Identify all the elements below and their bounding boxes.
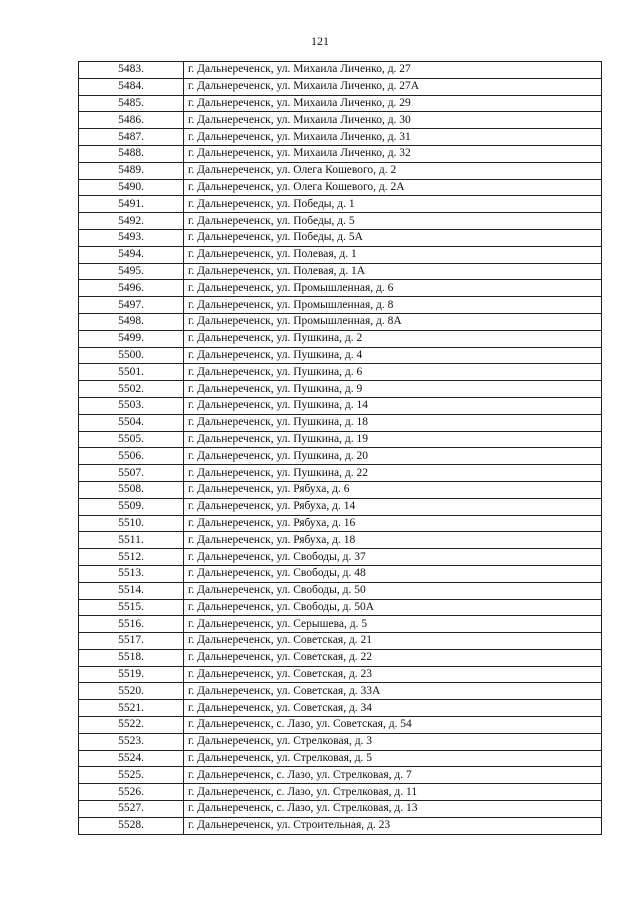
row-number: 5507. [79, 465, 184, 482]
table-row [79, 582, 602, 599]
row-number: 5514. [79, 582, 184, 599]
table-row [79, 633, 602, 650]
table-row [79, 145, 602, 162]
row-number: 5528. [79, 817, 184, 834]
row-number: 5503. [79, 397, 184, 414]
table-row [79, 112, 602, 129]
row-address: г. Дальнереченск, ул. Олега Кошевого, д. 2 [184, 162, 602, 179]
row-address: г. Дальнереченск, ул. Пушкина, д. 6 [184, 364, 602, 381]
row-address: г. Дальнереченск, ул. Полевая, д. 1А [184, 263, 602, 280]
row-number: 5498. [79, 313, 184, 330]
row-address: г. Дальнереченск, ул. Полевая, д. 1 [184, 246, 602, 263]
row-number: 5496. [79, 280, 184, 297]
row-number: 5506. [79, 448, 184, 465]
row-address: г. Дальнереченск, ул. Рябуха, д. 6 [184, 481, 602, 498]
table-row [79, 733, 602, 750]
row-number: 5524. [79, 750, 184, 767]
row-address: г. Дальнереченск, ул. Промышленная, д. 8А [184, 313, 602, 330]
row-number: 5515. [79, 599, 184, 616]
row-address: г. Дальнереченск, ул. Победы, д. 5 [184, 213, 602, 230]
table-row [79, 817, 602, 834]
table-row [79, 280, 602, 297]
table-row [79, 498, 602, 515]
row-number: 5525. [79, 767, 184, 784]
row-address: г. Дальнереченск, ул. Пушкина, д. 9 [184, 381, 602, 398]
address-table [78, 61, 602, 835]
table-row [79, 213, 602, 230]
row-address: г. Дальнереченск, ул. Свободы, д. 48 [184, 565, 602, 582]
row-number: 5488. [79, 145, 184, 162]
table-row [79, 549, 602, 566]
row-number: 5484. [79, 78, 184, 95]
table-row [79, 616, 602, 633]
table-row [79, 78, 602, 95]
table-row [79, 448, 602, 465]
row-address: г. Дальнереченск, ул. Советская, д. 21 [184, 633, 602, 650]
table-row [79, 397, 602, 414]
row-address: г. Дальнереченск, ул. Михаила Личенко, д. 27 [184, 62, 602, 79]
table-row [79, 263, 602, 280]
table-row [79, 700, 602, 717]
row-number: 5516. [79, 616, 184, 633]
row-address: г. Дальнереченск, ул. Рябуха, д. 18 [184, 532, 602, 549]
row-address: г. Дальнереченск, ул. Промышленная, д. 8 [184, 297, 602, 314]
table-row [79, 347, 602, 364]
row-number: 5501. [79, 364, 184, 381]
row-address: г. Дальнереченск, ул. Рябуха, д. 16 [184, 515, 602, 532]
table-row [79, 801, 602, 818]
row-address: г. Дальнереченск, ул. Михаила Личенко, д. 31 [184, 129, 602, 146]
row-address: г. Дальнереченск, ул. Свободы, д. 50 [184, 582, 602, 599]
row-number: 5521. [79, 700, 184, 717]
table-row [79, 129, 602, 146]
table-row [79, 532, 602, 549]
row-address: г. Дальнереченск, ул. Свободы, д. 50А [184, 599, 602, 616]
row-address: г. Дальнереченск, ул. Михаила Личенко, д. 27А [184, 78, 602, 95]
row-number: 5486. [79, 112, 184, 129]
row-number: 5522. [79, 717, 184, 734]
row-address: г. Дальнереченск, ул. Рябуха, д. 14 [184, 498, 602, 515]
row-address: г. Дальнереченск, ул. Олега Кошевого, д. 2А [184, 179, 602, 196]
table-row [79, 297, 602, 314]
row-number: 5513. [79, 565, 184, 582]
table-row [79, 481, 602, 498]
row-number: 5519. [79, 666, 184, 683]
row-number: 5518. [79, 649, 184, 666]
row-address: г. Дальнереченск, ул. Пушкина, д. 4 [184, 347, 602, 364]
row-address: г. Дальнереченск, с. Лазо, ул. Стрелковая, д. 7 [184, 767, 602, 784]
row-number: 5494. [79, 246, 184, 263]
table-row [79, 196, 602, 213]
table-row [79, 565, 602, 582]
row-address: г. Дальнереченск, ул. Победы, д. 1 [184, 196, 602, 213]
row-address: г. Дальнереченск, ул. Свободы, д. 37 [184, 549, 602, 566]
row-address: г. Дальнереченск, с. Лазо, ул. Советская, д. 54 [184, 717, 602, 734]
table-row [79, 784, 602, 801]
row-address: г. Дальнереченск, с. Лазо, ул. Стрелковая, д. 11 [184, 784, 602, 801]
table-row [79, 179, 602, 196]
row-address: г. Дальнереченск, ул. Пушкина, д. 20 [184, 448, 602, 465]
table-row [79, 767, 602, 784]
table-row [79, 717, 602, 734]
row-address: г. Дальнереченск, ул. Стрелковая, д. 5 [184, 750, 602, 767]
row-address: г. Дальнереченск, ул. Пушкина, д. 22 [184, 465, 602, 482]
table-row [79, 229, 602, 246]
table-row [79, 515, 602, 532]
table-row [79, 431, 602, 448]
table-row [79, 649, 602, 666]
table-row [79, 313, 602, 330]
row-address: г. Дальнереченск, ул. Советская, д. 34 [184, 700, 602, 717]
row-number: 5511. [79, 532, 184, 549]
table-row [79, 62, 602, 79]
row-number: 5489. [79, 162, 184, 179]
row-address: г. Дальнереченск, ул. Пушкина, д. 14 [184, 397, 602, 414]
row-address: г. Дальнереченск, ул. Пушкина, д. 19 [184, 431, 602, 448]
page-number: 121 [311, 34, 329, 48]
table-row [79, 599, 602, 616]
row-number: 5505. [79, 431, 184, 448]
row-number: 5512. [79, 549, 184, 566]
row-number: 5490. [79, 179, 184, 196]
row-address: г. Дальнереченск, ул. Строительная, д. 23 [184, 817, 602, 834]
table-row [79, 330, 602, 347]
table-row [79, 414, 602, 431]
row-number: 5526. [79, 784, 184, 801]
row-address: г. Дальнереченск, ул. Советская, д. 33А [184, 683, 602, 700]
row-address: г. Дальнереченск, ул. Михаила Личенко, д. 32 [184, 145, 602, 162]
table-row [79, 465, 602, 482]
row-number: 5487. [79, 129, 184, 146]
row-number: 5509. [79, 498, 184, 515]
row-address: г. Дальнереченск, ул. Промышленная, д. 6 [184, 280, 602, 297]
table-row [79, 750, 602, 767]
row-number: 5493. [79, 229, 184, 246]
table-row [79, 246, 602, 263]
table-row [79, 381, 602, 398]
row-number: 5499. [79, 330, 184, 347]
row-number: 5520. [79, 683, 184, 700]
row-number: 5502. [79, 381, 184, 398]
table-row [79, 364, 602, 381]
row-address: г. Дальнереченск, ул. Пушкина, д. 18 [184, 414, 602, 431]
row-address: г. Дальнереченск, ул. Пушкина, д. 2 [184, 330, 602, 347]
row-number: 5495. [79, 263, 184, 280]
table-row [79, 683, 602, 700]
row-address: г. Дальнереченск, ул. Стрелковая, д. 3 [184, 733, 602, 750]
table-row [79, 162, 602, 179]
row-address: г. Дальнереченск, ул. Михаила Личенко, д. 30 [184, 112, 602, 129]
row-number: 5527. [79, 801, 184, 818]
row-number: 5485. [79, 95, 184, 112]
row-number: 5492. [79, 213, 184, 230]
row-address: г. Дальнереченск, ул. Победы, д. 5А [184, 229, 602, 246]
row-number: 5491. [79, 196, 184, 213]
row-number: 5483. [79, 62, 184, 79]
row-number: 5508. [79, 481, 184, 498]
row-address: г. Дальнереченск, ул. Михаила Личенко, д. 29 [184, 95, 602, 112]
row-address: г. Дальнереченск, ул. Серышева, д. 5 [184, 616, 602, 633]
table-row [79, 95, 602, 112]
table-row [79, 666, 602, 683]
row-number: 5497. [79, 297, 184, 314]
row-address: г. Дальнереченск, ул. Советская, д. 22 [184, 649, 602, 666]
address-table-body [79, 62, 602, 835]
row-address: г. Дальнереченск, с. Лазо, ул. Стрелковая, д. 13 [184, 801, 602, 818]
row-number: 5500. [79, 347, 184, 364]
row-number: 5517. [79, 633, 184, 650]
row-number: 5510. [79, 515, 184, 532]
row-number: 5523. [79, 733, 184, 750]
row-address: г. Дальнереченск, ул. Советская, д. 23 [184, 666, 602, 683]
row-number: 5504. [79, 414, 184, 431]
